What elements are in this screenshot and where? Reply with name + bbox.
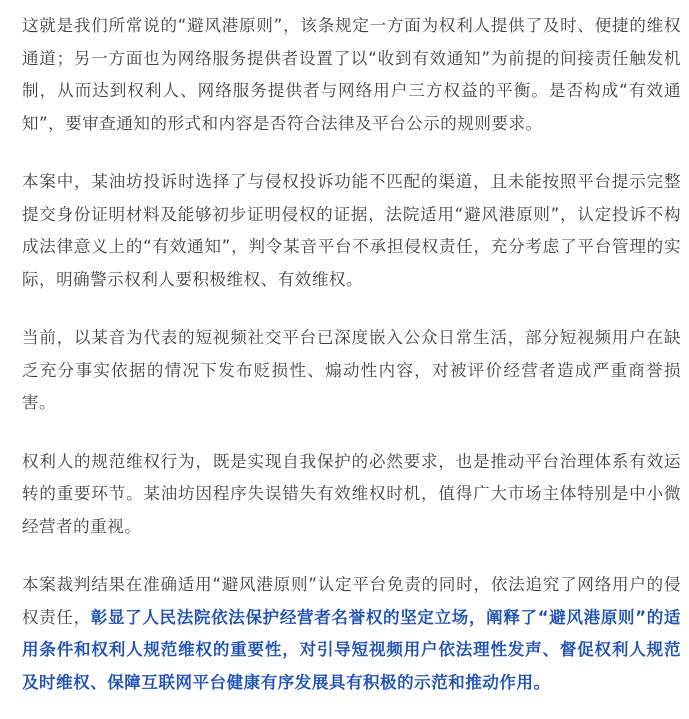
judgment-plain-text: 本案裁判结果在准确适用“避风港原则”认定平台免责的同时，依法追究了网络用户的侵权责任，: [22, 575, 681, 627]
paragraph-judgment-significance: [22, 569, 681, 699]
paragraph-rights-holder-conduct: 权利人的规范维权行为，既是实现自我保护的必然要求，也是推动平台治理体系有效运转的重要环节。某油坊因程序失误错失有效维权时机，值得广大市场主体特别是中小微经营者的重视。: [22, 451, 681, 536]
paragraph-case-analysis: 本案中，某油坊投诉时选择了与侵权投诉功能不匹配的渠道，且未能按照平台提示完整提交身份证明材料及能够初步证明侵权的证据，法院适用“避风港原则”，认定投诉不构成法律意义上的“有效通知”，判令某音平台不承担侵权责任，充分考虑了平台管理的实际，明确警示权利人要积极维权、有效维权。: [22, 172, 681, 289]
paragraph-current-situation: 当前，以某音为代表的短视频社交平台已深度嵌入公众日常生活，部分短视频用户在缺乏充分事实依据的情况下发布贬损性、煽动性内容，对被评价经营者造成严重商誉损害。: [22, 328, 681, 412]
judgment-emphasis-text: 彰显了人民法院依法保护经营者名誉权的坚定立场，阐释了“避风港原则”的适用条件和权利人规范维权的重要性，对引导短视频用户依法理性发声、督促权利人规范及时维权、保障互联网平台健康有序发展具有积极的示范和推动作用。: [22, 607, 681, 692]
paragraph-safe-harbor-principle: 这就是我们所常说的“避风港原则”，该条规定一方面为权利人提供了及时、便捷的维权通道；另一方面也为网络服务提供者设置了以“收到有效通知”为前提的间接责任触发机制，从而达到权利人、网络服务提供者与网络用户三方权益的平衡。是否构成“有效通知”，要审查通知的形式和内容是否符合法律及平台公示的规则要求。: [22, 16, 681, 133]
